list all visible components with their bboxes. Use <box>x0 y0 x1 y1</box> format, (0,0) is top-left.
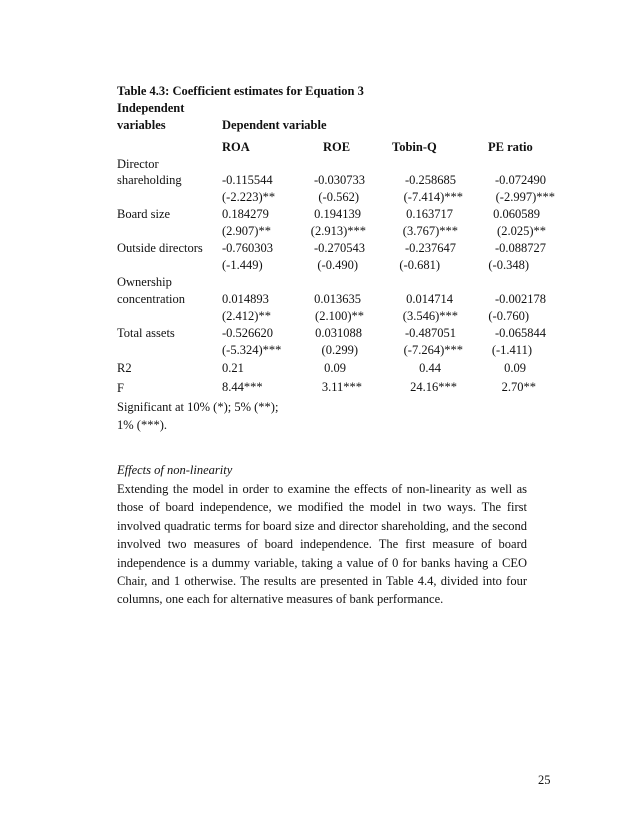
cell-coef: 0.031088 <box>315 326 362 340</box>
column-header-roe: ROE <box>323 140 351 154</box>
cell-f: 3.11*** <box>321 380 362 394</box>
cell-tstat: (2.100)** <box>315 309 364 323</box>
cell-tstat: (3.767)*** <box>402 224 458 238</box>
cell-tstat: (2.412)** <box>222 309 271 323</box>
cell-coef: 0.014893 <box>222 292 269 306</box>
header-variables: variables <box>117 118 166 132</box>
body-paragraph: Extending the model in order to examine the effects of non-linearity as well as those of board independence, we modified the model in two ways. The first involved quadratic terms for board size and director shareholding, and the second involved two measures of board independence. The first measure of board independence is a dummy variable, taking a value of 0 for banks having a CEO Chair, and 1 otherwise. The results are presented in Table 4.4, divided into four columns, one each for alternative measures of bank performance. <box>117 482 527 607</box>
cell-coef: 0.014714 <box>406 292 453 306</box>
row-label-outside-directors: Outside directors <box>117 241 203 255</box>
cell-tstat: (2.907)** <box>222 224 271 238</box>
cell-coef: -0.115544 <box>222 173 273 187</box>
cell-tstat: (2.913)*** <box>310 224 366 238</box>
cell-f: 2.70** <box>501 380 536 394</box>
cell-coef: -0.088727 <box>494 241 546 255</box>
row-label-total-assets: Total assets <box>117 326 175 340</box>
page-number: 25 <box>538 773 551 787</box>
table-caption: Table 4.3: Coefficient estimates for Equation 3 <box>117 84 364 98</box>
cell-tstat: (-5.324)*** <box>222 343 282 357</box>
cell-r2: 0.21 <box>222 361 244 375</box>
cell-f: 8.44*** <box>222 380 263 394</box>
cell-coef: -0.030733 <box>313 173 365 187</box>
cell-tstat: (-0.760) <box>488 309 529 323</box>
cell-tstat: (-7.414)*** <box>403 190 463 204</box>
cell-tstat: (-2.997)*** <box>495 190 555 204</box>
cell-coef: 0.194139 <box>314 207 361 221</box>
column-header-pe-ratio: PE ratio <box>488 140 533 154</box>
cell-coef: 0.060589 <box>493 207 540 221</box>
cell-coef: -0.258685 <box>404 173 456 187</box>
cell-coef: 0.163717 <box>406 207 453 221</box>
header-independent: Independent <box>117 101 185 115</box>
cell-coef: -0.237647 <box>404 241 456 255</box>
cell-tstat: (-0.490) <box>317 258 358 272</box>
cell-coef: -0.002178 <box>494 292 546 306</box>
cell-tstat: (-0.681) <box>399 258 440 272</box>
cell-tstat: (3.546)*** <box>402 309 458 323</box>
cell-tstat: (0.299) <box>321 343 358 357</box>
cell-f: 24.16*** <box>410 380 457 394</box>
cell-coef: -0.270543 <box>313 241 365 255</box>
cell-r2: 0.44 <box>419 361 441 375</box>
cell-tstat: (2.025)** <box>497 224 546 238</box>
column-header-tobin-q: Tobin-Q <box>392 140 437 154</box>
cell-tstat: (-1.449) <box>222 258 263 272</box>
row-label-director: Director <box>117 157 159 171</box>
cell-coef: -0.760303 <box>222 241 274 255</box>
cell-coef: -0.526620 <box>222 326 274 340</box>
cell-coef: -0.487051 <box>404 326 456 340</box>
row-label-board-size: Board size <box>117 207 171 221</box>
cell-r2: 0.09 <box>504 361 526 375</box>
significance-note-line1: Significant at 10% (*); 5% (**); <box>117 400 279 414</box>
column-header-roa: ROA <box>222 140 250 154</box>
row-label-f: F <box>117 381 124 395</box>
cell-tstat: (-2.223)** <box>222 190 276 204</box>
cell-r2: 0.09 <box>324 361 346 375</box>
row-label-shareholding: shareholding <box>117 173 182 187</box>
cell-tstat: (-0.562) <box>318 190 359 204</box>
header-dependent-variable: Dependent variable <box>222 118 327 132</box>
row-label-concentration: concentration <box>117 292 186 306</box>
cell-coef: 0.013635 <box>314 292 361 306</box>
significance-note-line2: 1% (***). <box>117 418 167 432</box>
section-title: Effects of non-linearity <box>117 463 233 477</box>
cell-coef: 0.184279 <box>222 207 269 221</box>
cell-tstat: (-1.411) <box>491 343 532 357</box>
cell-coef: -0.072490 <box>494 173 546 187</box>
row-label-r2: R2 <box>117 361 132 375</box>
cell-coef: -0.065844 <box>494 326 546 340</box>
row-label-ownership: Ownership <box>117 275 172 289</box>
cell-tstat: (-7.264)*** <box>403 343 463 357</box>
cell-tstat: (-0.348) <box>488 258 529 272</box>
